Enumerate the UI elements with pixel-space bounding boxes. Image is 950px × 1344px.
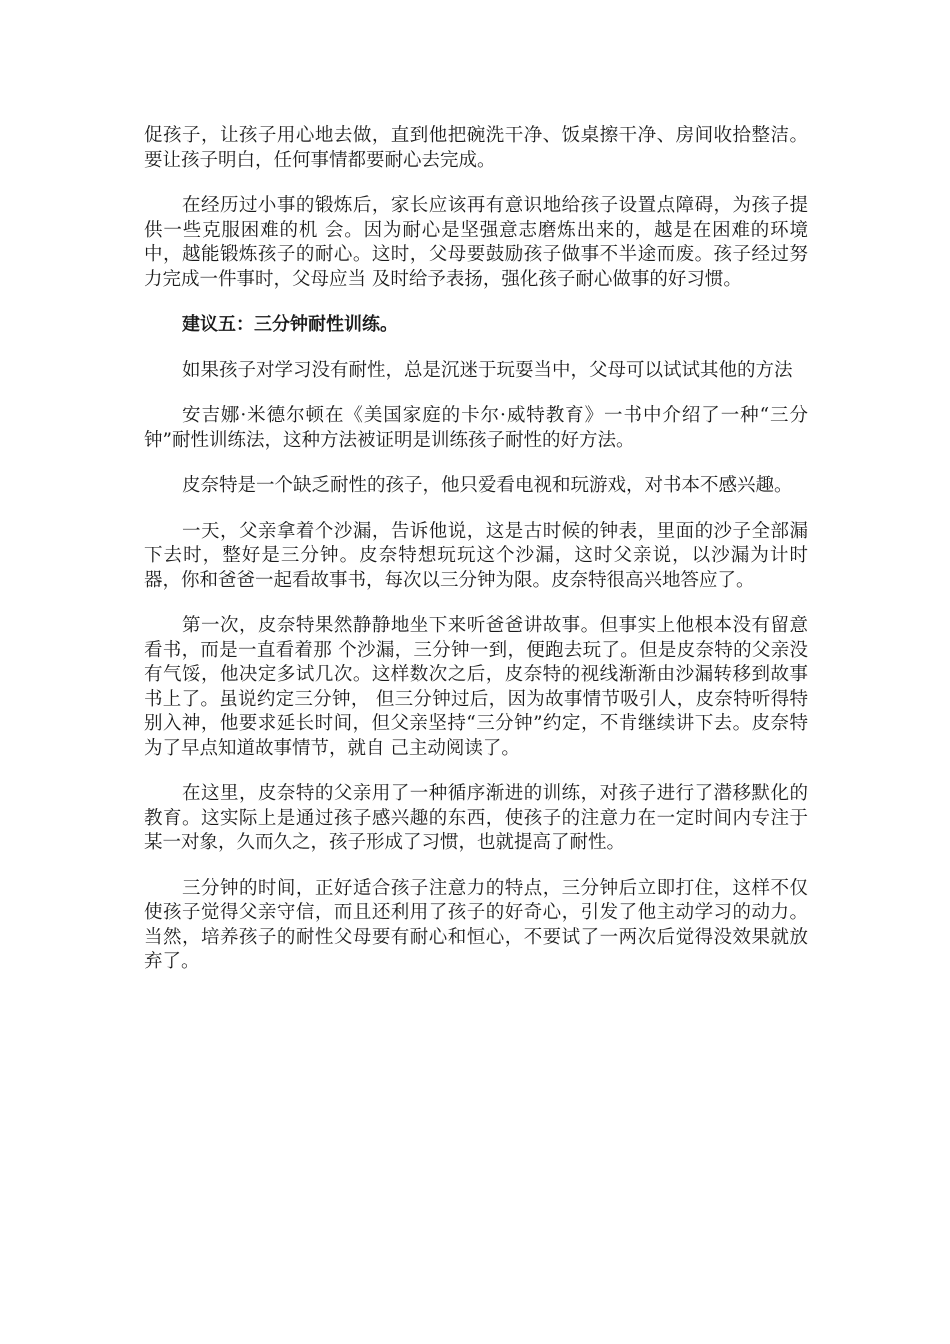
paragraph-hourglass: 一天，父亲拿着个沙漏，告诉他说，这是古时候的钟表，里面的沙子全部漏下去时，整好是三分钟。皮奈特想玩玩这个沙漏，这时父亲说，以沙漏为计时器，你和爸爸一起看故事书，每次以三分钟为限。皮奈特很高兴地答应了。	[144, 520, 808, 591]
paragraph-gradual-training: 在这里，皮奈特的父亲用了一种循序渐进的训练，对孩子进行了潜移默化的教育。这实际上是通过孩子感兴趣的东西，使孩子的注意力在一定时间内专注于某一对象，久而久之，孩子形成了习惯，也就提高了耐性。	[144, 783, 808, 853]
paragraph-chores-continued: 促孩子，让孩子用心地去做，直到他把碗洗干净、饭桌擦干净、房间收拾整洁。要让孩子明白，任何事情都要耐心去完成。	[144, 125, 808, 171]
paragraph-conclusion: 三分钟的时间，正好适合孩子注意力的特点，三分钟后立即打住，这样不仅使孩子觉得父亲守信，而且还利用了孩子的好奇心，引发了他主动学习的动力。当然，培养孩子的耐性父母要有耐心和恒心，不要试了一两次后觉得没效果就放弃了。	[144, 877, 808, 972]
paragraph-three-minute-method: 安吉娜·米德尔顿在《美国家庭的卡尔·威特教育》一书中介绍了一种“三分钟”耐性训练法，这种方法被证明是训练孩子耐性的好方法。	[144, 405, 808, 451]
paragraph-pinaite-intro: 皮奈特是一个缺乏耐性的孩子，他只爱看电视和玩游戏，对书本不感兴趣。	[182, 475, 793, 496]
paragraph-first-time: 第一次，皮奈特果然静静地坐下来听爸爸讲故事。但事实上他根本没有留意看书，而是一直看着那 个沙漏，三分钟一到，便跑去玩了。但是皮奈特的父亲没有气馁，他决定多试几次。这样数次之后，皮奈特的视线渐渐由沙漏转移到故事书上了。虽说约定三分钟， 但三分钟过后，因为故事情节吸引人，皮奈特听得特别入神，他要求延长时间，但父亲坚持“三分钟”约定，不肯继续讲下去。皮奈特为了早点知道故事情节，就自 己主动阅读了。	[144, 615, 808, 759]
paragraph-obstacles: 在经历过小事的锻炼后，家长应该再有意识地给孩子设置点障碍，为孩子提供一些克服困难的机 会。因为耐心是坚强意志磨炼出来的，越是在困难的环境中，越能锻炼孩子的耐心。这时，父母要鼓励孩子做事不半途而废。孩子经过努力完成一件事时，父母应当 及时给予表扬，强化孩子耐心做事的好习惯。	[144, 195, 808, 290]
document-body	[144, 124, 808, 996]
paragraph-no-patience: 如果孩子对学习没有耐性，总是沉迷于玩耍当中，父母可以试试其他的方法	[182, 359, 793, 381]
section-heading-suggestion-five: 建议五：三分钟耐性训练。	[182, 314, 398, 335]
